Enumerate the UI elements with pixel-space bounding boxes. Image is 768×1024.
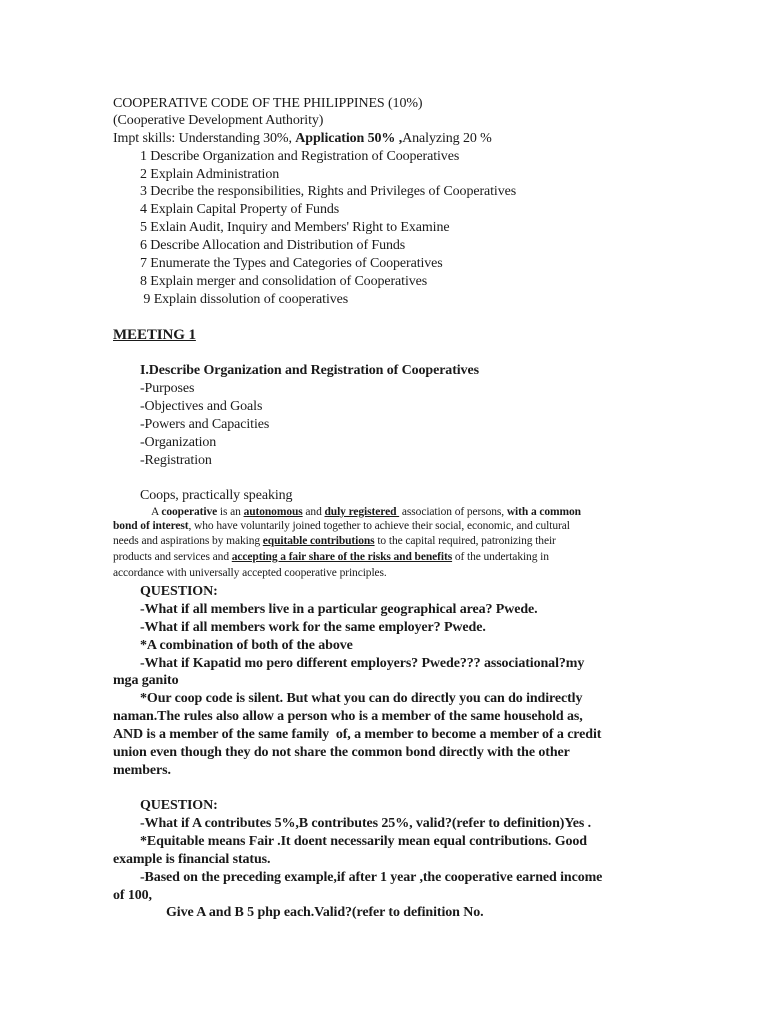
def-term-equitable-contributions: equitable contributions — [262, 535, 375, 547]
def-text: association of persons, — [399, 506, 507, 518]
definition-line-4 — [113, 550, 549, 566]
definition-line-2 — [113, 519, 570, 535]
qa-line: mga ganito — [113, 673, 179, 688]
section-item: -Powers and Capacities — [140, 417, 270, 432]
skills-suffix: Analyzing 20 % — [402, 131, 492, 146]
skills-prefix: Impt skills: Understanding 30%, — [113, 131, 296, 146]
def-term-duly-registered: duly registered — [324, 506, 400, 518]
topic-item: 2 Explain Administration — [140, 167, 280, 182]
qa-line: *Our coop code is silent. But what you can do directly you can do indirectly — [140, 691, 583, 706]
topic-item: 4 Explain Capital Property of Funds — [140, 202, 340, 217]
topic-item: 5 Exlain Audit, Inquiry and Members' Right to Examine — [140, 220, 450, 235]
topic-item: 6 Describe Allocation and Distribution of Funds — [140, 238, 406, 253]
qa-line: example is financial status. — [113, 852, 271, 867]
qa-line: Give A and B 5 php each.Valid?(refer to definition No. — [166, 905, 484, 920]
document-title: COOPERATIVE CODE OF THE PHILIPPINES (10%) — [113, 96, 423, 111]
skills-application: Application 50% , — [295, 131, 403, 146]
qa-line: *Equitable means Fair .It doent necessarily mean equal contributions. Good — [140, 834, 587, 849]
def-term-common-bond: with a common — [506, 506, 581, 518]
def-text: needs and aspirations by making — [113, 535, 263, 547]
question-label: QUESTION: — [140, 584, 218, 599]
topic-item: 8 Explain merger and consolidation of Cooperatives — [140, 274, 428, 289]
qa-line: -What if A contributes 5%,B contributes 25%, valid?(refer to definition)Yes . — [140, 816, 592, 831]
qa-line: -Based on the preceding example,if after 1 year ,the cooperative earned income — [140, 870, 603, 885]
skills-line — [113, 130, 492, 148]
section-item: -Organization — [140, 435, 217, 450]
qa-line: -What if Kapatid mo pero different employers? Pwede??? associational?my — [140, 656, 585, 671]
qa-line: naman.The rules also allow a person who is a member of the same household as, — [113, 709, 583, 724]
section-item: -Objectives and Goals — [140, 399, 263, 414]
def-term-cooperative: cooperative — [161, 506, 218, 518]
qa-line: members. — [113, 763, 171, 778]
qa-line: of 100, — [113, 888, 152, 903]
definition-line-5: accordance with universally accepted cooperative principles. — [113, 567, 387, 579]
topic-item: 7 Enumerate the Types and Categories of Cooperatives — [140, 256, 443, 271]
qa-line: AND is a member of the same family of, a member to become a member of a credit — [113, 727, 602, 742]
qa-line: -What if all members work for the same employer? Pwede. — [140, 620, 486, 635]
topic-item: 1 Describe Organization and Registration of Cooperatives — [140, 149, 460, 164]
def-term-bond-of-interest: bond of interest — [113, 520, 189, 532]
question-label: QUESTION: — [140, 798, 218, 813]
def-text: is an — [217, 506, 244, 518]
def-text: to the capital required, patronizing their — [374, 535, 556, 547]
qa-line: union even though they do not share the common bond directly with the other — [113, 745, 570, 760]
section-item: -Registration — [140, 453, 212, 468]
def-text: and — [302, 506, 325, 518]
topic-item: 3 Decribe the responsibilities, Rights and Privileges of Cooperatives — [140, 184, 517, 199]
section-heading: I.Describe Organization and Registration of Cooperatives — [140, 363, 479, 378]
qa-line: -What if all members live in a particular geographical area? Pwede. — [140, 602, 538, 617]
def-text: of the undertaking in — [452, 551, 549, 563]
qa-line: *A combination of both of the above — [140, 638, 353, 653]
def-text: products and services and — [113, 551, 232, 563]
section-item: -Purposes — [140, 381, 195, 396]
def-term-autonomous: autonomous — [243, 506, 303, 518]
def-term-fair-share: accepting a fair share of the risks and benefits — [231, 551, 453, 563]
meeting-heading: MEETING 1 — [113, 327, 196, 343]
definition-line-3 — [113, 534, 556, 550]
definition-intro: Coops, practically speaking — [140, 488, 293, 503]
topic-item: 9 Explain dissolution of cooperatives — [140, 292, 349, 307]
authority-line: (Cooperative Development Authority) — [113, 113, 324, 128]
def-text: , who have voluntarily joined together to achieve their social, economic, and cultural — [188, 520, 570, 532]
def-text: A — [151, 506, 162, 518]
